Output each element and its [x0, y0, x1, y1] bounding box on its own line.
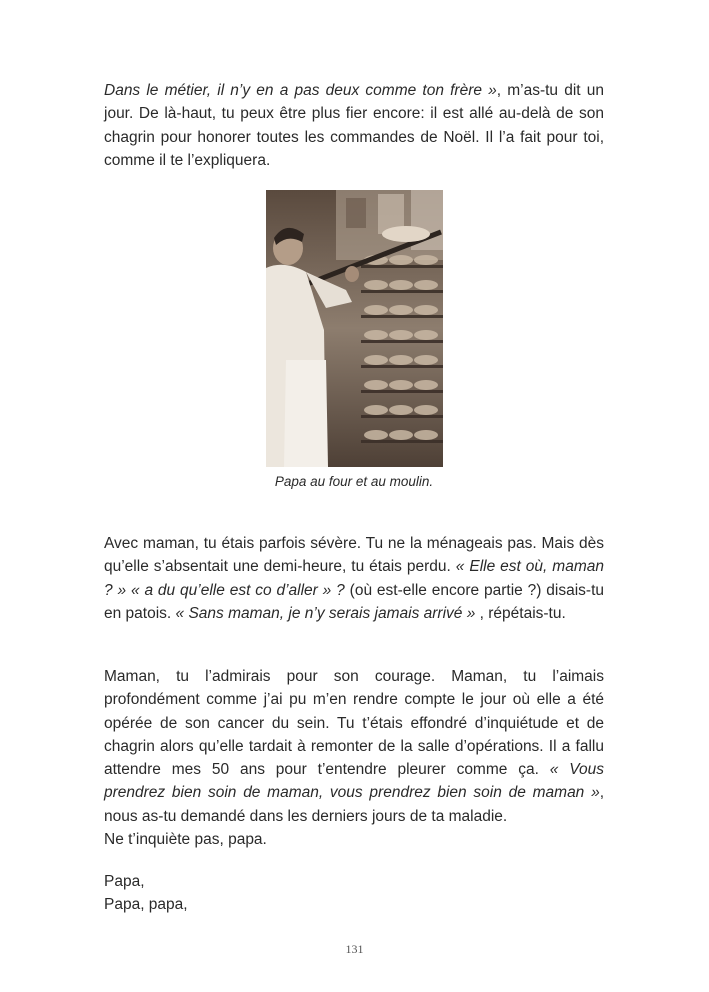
- paragraph-opening: [104, 79, 604, 172]
- paragraph-admiration-text-1: Maman, tu l’admirais pour son courage. Maman, tu l’aimais profondément comme j’ai pu m’en rendre compte le jour où elle a été opérée de son cancer du sein. Tu t’étais effondré d’inquiétude et de chagrin alors qu’elle tardait à remonter de la salle d’opérations. Il a fallu attendre mes 50 ans pour t’entendre pleurer comme ça.: [104, 668, 604, 779]
- quote-brother: Dans le métier, il n’y en a pas deux comme ton frère »: [104, 82, 497, 99]
- bakery-photo: [266, 190, 443, 467]
- paragraph-maman-text-2: (où est-elle encore partie ?) disais-tu en patois.: [104, 581, 604, 622]
- paragraph-maman-severe: [104, 532, 604, 625]
- closing-line-2: Papa, papa,: [104, 896, 188, 914]
- paragraph-admiration: [104, 665, 604, 851]
- paragraph-maman-text-1: Avec maman, tu étais parfois sévère. Tu ne la ménageais pas. Mais dès qu’elle s’absentait une demi-heure, tu étais perdu.: [104, 535, 604, 576]
- photo-caption: Papa au four et au moulin.: [274, 474, 434, 489]
- closing-line-1: Papa,: [104, 873, 145, 890]
- paragraph-maman-text-3: , répétais-tu.: [475, 604, 566, 622]
- baker-at-oven-illustration: [266, 190, 443, 467]
- quote-patois: « Elle est où, maman ? » « a du qu’elle est co d’aller » ?: [104, 558, 604, 599]
- paragraph-admiration-text-2: , nous as-tu demandé dans les derniers jours de ta maladie.: [104, 784, 604, 825]
- page-number: 131: [345, 942, 364, 956]
- reassurance-line: Ne t’inquiète pas, papa.: [104, 831, 267, 849]
- quote-prendre-soin: « Vous prendrez bien soin de maman, vous prendrez bien soin de maman »: [104, 761, 604, 802]
- closing-lines: [104, 870, 604, 917]
- paragraph-opening-text: , m’as-tu dit un jour. De là-haut, tu peux être plus fier encore: il est allé au-delà de son chagrin pour honorer toutes les commandes de Noël. Il l’a fait pour toi, comme il te l’expliquera.: [104, 82, 604, 169]
- quote-sans-maman: « Sans maman, je n’y serais jamais arrivé »: [175, 604, 476, 622]
